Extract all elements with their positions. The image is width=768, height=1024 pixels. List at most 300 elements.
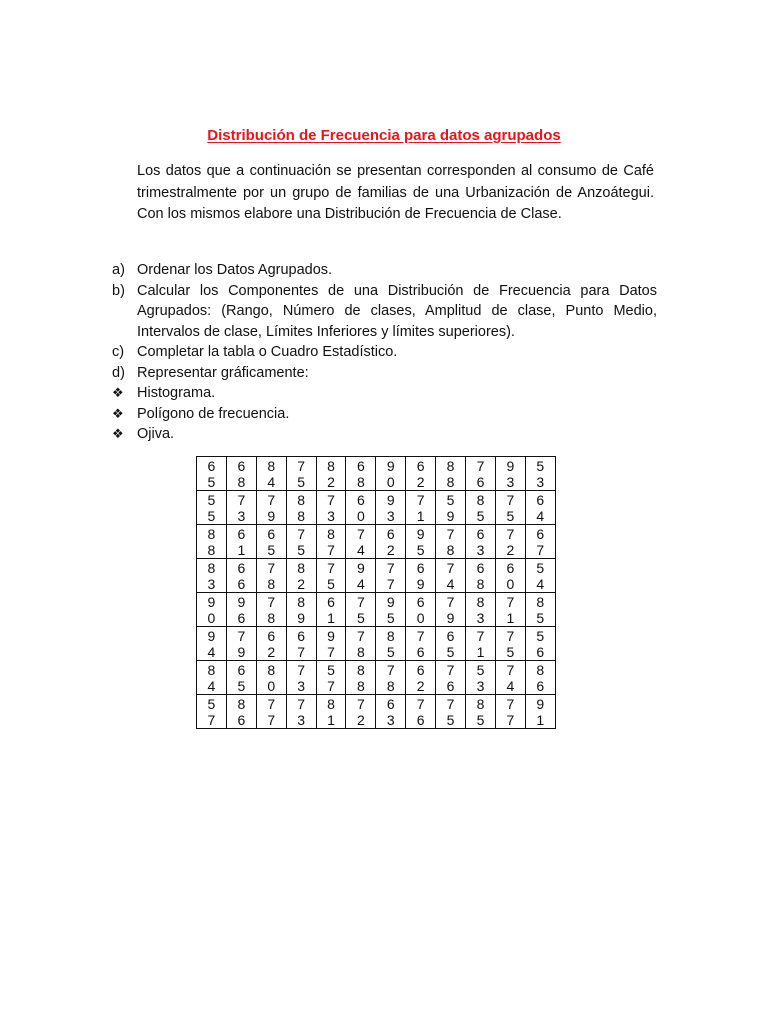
cell-digit: 5	[207, 507, 216, 524]
cell-digit: 6	[237, 661, 246, 678]
cell-digit: 2	[297, 575, 306, 592]
cell-digit: 5	[416, 541, 425, 558]
bullet-item	[112, 383, 657, 404]
cell-digit: 7	[327, 559, 335, 576]
cell-digit: 9	[536, 695, 545, 712]
table-cell	[406, 695, 436, 729]
cell-digit: 9	[207, 627, 216, 644]
cell-digit: 7	[327, 541, 335, 558]
table-cell	[466, 457, 496, 491]
cell-digit: 6	[237, 559, 246, 576]
table-cell	[197, 695, 227, 729]
cell-digit: 5	[297, 473, 306, 490]
cell-digit: 7	[327, 491, 335, 508]
table-cell	[316, 593, 346, 627]
bullet-item	[112, 424, 657, 445]
table-cell	[197, 491, 227, 525]
table-cell	[376, 457, 406, 491]
table-cell	[226, 627, 256, 661]
cell-digit: 6	[207, 457, 216, 474]
cell-digit: 6	[476, 559, 485, 576]
table-cell	[525, 627, 555, 661]
cell-digit: 2	[386, 541, 395, 558]
cell-digit: 8	[327, 695, 335, 712]
cell-digit: 7	[506, 661, 515, 678]
table-cell	[525, 695, 555, 729]
table-row	[197, 593, 556, 627]
table-cell	[406, 661, 436, 695]
table-cell	[256, 525, 286, 559]
table-cell	[406, 491, 436, 525]
table-cell	[525, 559, 555, 593]
cell-digit: 9	[506, 457, 515, 474]
table-cell	[495, 627, 525, 661]
table-cell	[436, 457, 466, 491]
cell-digit: 5	[297, 541, 306, 558]
cell-digit: 8	[327, 457, 335, 474]
cell-digit: 8	[386, 677, 395, 694]
cell-digit: 5	[386, 609, 395, 626]
document-title: Distribución de Frecuencia para datos agrupados	[207, 127, 561, 144]
cell-digit: 7	[267, 491, 276, 508]
cell-digit: 3	[476, 541, 485, 558]
cell-digit: 3	[506, 473, 515, 490]
cell-digit: 6	[536, 643, 545, 660]
cell-digit: 7	[446, 559, 455, 576]
cell-digit: 7	[297, 695, 306, 712]
data-table	[196, 456, 556, 729]
cell-digit: 7	[386, 575, 395, 592]
cell-digit: 1	[416, 507, 425, 524]
table-cell	[286, 491, 316, 525]
table-cell	[316, 661, 346, 695]
cell-digit: 0	[267, 677, 276, 694]
cell-digit: 6	[506, 559, 515, 576]
cell-digit: 1	[536, 711, 545, 728]
table-cell	[226, 457, 256, 491]
table-cell	[256, 661, 286, 695]
cell-digit: 6	[237, 711, 246, 728]
cell-digit: 3	[386, 507, 395, 524]
table-row	[197, 491, 556, 525]
cell-digit: 5	[536, 457, 545, 474]
cell-digit: 4	[207, 677, 216, 694]
table-cell	[525, 661, 555, 695]
cell-digit: 7	[237, 491, 246, 508]
cell-digit: 7	[446, 525, 455, 542]
cell-digit: 9	[267, 507, 276, 524]
table-cell	[466, 559, 496, 593]
cell-digit: 6	[476, 525, 485, 542]
cell-digit: 6	[237, 525, 246, 542]
table-cell	[226, 593, 256, 627]
cell-digit: 8	[297, 491, 306, 508]
cell-digit: 8	[386, 627, 395, 644]
table-cell	[316, 627, 346, 661]
bullet-item-text: Ojiva.	[137, 426, 175, 442]
cell-digit: 8	[267, 575, 276, 592]
table-cell	[286, 695, 316, 729]
cell-digit: 7	[446, 695, 455, 712]
cell-digit: 7	[446, 593, 455, 610]
cell-digit: 0	[416, 609, 425, 626]
list-marker: b)	[112, 282, 125, 299]
cell-digit: 8	[207, 525, 216, 542]
table-cell	[495, 593, 525, 627]
cell-digit: 8	[297, 507, 306, 524]
cell-digit: 7	[357, 695, 365, 712]
cell-digit: 2	[416, 677, 425, 694]
table-cell	[346, 491, 376, 525]
cell-digit: 8	[357, 661, 365, 678]
cell-digit: 8	[237, 695, 246, 712]
cell-digit: 9	[386, 593, 395, 610]
cell-digit: 4	[207, 643, 216, 660]
table-cell	[376, 593, 406, 627]
table-cell	[256, 695, 286, 729]
table-cell	[436, 525, 466, 559]
cell-digit: 9	[416, 525, 425, 542]
cell-digit: 5	[536, 559, 545, 576]
table-cell	[495, 661, 525, 695]
list-marker: c)	[112, 344, 125, 360]
cell-digit: 4	[536, 575, 545, 592]
list-item	[112, 260, 657, 281]
cell-digit: 6	[416, 643, 425, 660]
cell-digit: 1	[327, 711, 335, 728]
table-cell	[316, 525, 346, 559]
list-item-text: Ordenar los Datos Agrupados.	[137, 262, 333, 278]
cell-digit: 7	[446, 661, 455, 678]
cell-digit: 3	[207, 575, 216, 592]
cell-digit: 6	[267, 627, 276, 644]
cell-digit: 4	[357, 541, 365, 558]
cell-digit: 6	[476, 473, 485, 490]
table-cell	[495, 695, 525, 729]
table-cell	[406, 559, 436, 593]
table-cell	[286, 525, 316, 559]
cell-digit: 7	[536, 541, 545, 558]
cell-digit: 7	[357, 627, 365, 644]
table-cell	[406, 593, 436, 627]
table-cell	[406, 525, 436, 559]
table-cell	[286, 661, 316, 695]
cell-digit: 9	[446, 609, 455, 626]
cell-digit: 1	[327, 609, 335, 626]
intro-paragraph: Los datos que a continuación se presentan corresponden al consumo de Café trimestralmente por un grupo de familias de una Urbanización de Anzoátegui. Con los mismos elabore una Distribución de Frecuencia de Clase.	[137, 163, 654, 222]
cell-digit: 6	[446, 627, 455, 644]
list-item-text: Representar gráficamente:	[137, 364, 309, 381]
cell-digit: 5	[207, 491, 216, 508]
table-cell	[256, 491, 286, 525]
table-cell	[197, 525, 227, 559]
cell-digit: 9	[386, 457, 395, 474]
cell-digit: 6	[237, 609, 246, 626]
cell-digit: 8	[446, 457, 455, 474]
table-row	[197, 661, 556, 695]
table-cell	[226, 559, 256, 593]
cell-digit: 7	[237, 627, 246, 644]
cell-digit: 6	[416, 559, 425, 576]
cell-digit: 8	[446, 541, 455, 558]
cell-digit: 1	[506, 609, 515, 626]
cell-digit: 0	[506, 575, 515, 592]
list-item-text: Calcular los Componentes de una Distribución de Frecuencia para Datos Agrupados: (Rango, Número de clases, Amplitud de clase, Punto Medio, Intervalos de clase, Límites Inferiores y límites superiores).	[137, 282, 657, 340]
cell-digit: 4	[267, 473, 276, 490]
cell-digit: 6	[267, 525, 276, 542]
cell-digit: 2	[506, 541, 515, 558]
list-item	[112, 363, 657, 384]
table-cell	[376, 491, 406, 525]
table-cell	[376, 661, 406, 695]
cell-digit: 8	[267, 661, 276, 678]
diamond-bullet-icon: ❖	[112, 385, 124, 400]
cell-digit: 8	[357, 643, 365, 660]
cell-digit: 2	[416, 473, 425, 490]
cell-digit: 8	[476, 695, 485, 712]
cell-digit: 4	[506, 677, 515, 694]
cell-digit: 7	[297, 457, 306, 474]
cell-digit: 5	[446, 491, 455, 508]
table-cell	[197, 593, 227, 627]
cell-digit: 5	[506, 643, 515, 660]
table-cell	[436, 559, 466, 593]
table-row	[197, 559, 556, 593]
cell-digit: 8	[207, 661, 216, 678]
cell-digit: 5	[476, 711, 485, 728]
table-cell	[525, 525, 555, 559]
table-cell	[346, 559, 376, 593]
table-cell	[466, 661, 496, 695]
table-cell	[226, 695, 256, 729]
table-cell	[316, 695, 346, 729]
list-marker: a)	[112, 262, 125, 278]
table-cell	[466, 525, 496, 559]
table-cell	[346, 627, 376, 661]
cell-digit: 4	[446, 575, 455, 592]
cell-digit: 6	[297, 627, 306, 644]
table-cell	[226, 525, 256, 559]
table-cell	[316, 491, 346, 525]
cell-digit: 9	[237, 593, 246, 610]
cell-digit: 6	[327, 593, 335, 610]
table-cell	[376, 695, 406, 729]
cell-digit: 3	[297, 677, 306, 694]
cell-digit: 8	[207, 559, 216, 576]
cell-digit: 0	[207, 609, 216, 626]
table-cell	[286, 593, 316, 627]
cell-digit: 3	[476, 609, 485, 626]
cell-digit: 2	[357, 711, 365, 728]
cell-digit: 7	[297, 661, 306, 678]
diamond-bullet-icon: ❖	[112, 405, 124, 421]
cell-digit: 9	[416, 575, 425, 592]
cell-digit: 5	[536, 627, 545, 644]
cell-digit: 8	[357, 473, 365, 490]
cell-digit: 4	[536, 507, 545, 524]
cell-digit: 7	[267, 695, 276, 712]
cell-digit: 6	[536, 525, 545, 542]
table-row	[197, 457, 556, 491]
table-cell	[436, 695, 466, 729]
list-item-text: Completar la tabla o Cuadro Estadístico.	[137, 344, 398, 360]
cell-digit: 7	[506, 593, 515, 610]
table-cell	[436, 593, 466, 627]
table-cell	[226, 661, 256, 695]
cell-digit: 8	[267, 609, 276, 626]
table-cell	[286, 457, 316, 491]
bullet-item	[112, 404, 657, 425]
cell-digit: 2	[327, 473, 335, 490]
table-cell	[256, 593, 286, 627]
table-cell	[346, 525, 376, 559]
table-cell	[346, 695, 376, 729]
cell-digit: 8	[476, 575, 485, 592]
table-cell	[436, 627, 466, 661]
table-cell	[406, 457, 436, 491]
table-cell	[376, 627, 406, 661]
table-cell	[525, 491, 555, 525]
cell-digit: 5	[357, 609, 365, 626]
cell-digit: 6	[536, 491, 545, 508]
cell-digit: 6	[237, 575, 246, 592]
cell-digit: 3	[237, 507, 246, 524]
cell-digit: 9	[237, 643, 246, 660]
cell-digit: 9	[297, 609, 306, 626]
table-cell	[495, 491, 525, 525]
table-cell	[466, 593, 496, 627]
cell-digit: 5	[476, 507, 485, 524]
cell-digit: 6	[386, 525, 395, 542]
cell-digit: 5	[446, 711, 455, 728]
cell-digit: 7	[297, 643, 306, 660]
cell-digit: 9	[386, 491, 395, 508]
cell-digit: 8	[476, 491, 485, 508]
cell-digit: 8	[476, 593, 485, 610]
table-cell	[466, 695, 496, 729]
cell-digit: 7	[267, 711, 276, 728]
cell-digit: 1	[237, 541, 246, 558]
cell-digit: 8	[237, 473, 246, 490]
cell-digit: 5	[506, 507, 515, 524]
table-cell	[406, 627, 436, 661]
cell-digit: 5	[327, 575, 335, 592]
cell-digit: 7	[506, 695, 515, 712]
bullet-item-text: Histograma.	[137, 385, 216, 401]
cell-digit: 6	[357, 491, 365, 508]
cell-digit: 5	[237, 677, 246, 694]
table-cell	[346, 661, 376, 695]
table-cell	[495, 559, 525, 593]
cell-digit: 7	[297, 525, 306, 542]
cell-digit: 7	[416, 627, 425, 644]
cell-digit: 3	[297, 711, 306, 728]
table-cell	[256, 627, 286, 661]
cell-digit: 7	[207, 711, 216, 728]
cell-digit: 5	[536, 609, 545, 626]
table-cell	[256, 559, 286, 593]
cell-digit: 6	[416, 457, 425, 474]
cell-digit: 7	[267, 593, 276, 610]
cell-digit: 5	[476, 661, 485, 678]
cell-digit: 6	[357, 457, 365, 474]
table-cell	[197, 457, 227, 491]
cell-digit: 9	[357, 559, 365, 576]
table-cell	[316, 559, 346, 593]
table-cell	[525, 457, 555, 491]
cell-digit: 5	[446, 643, 455, 660]
cell-digit: 7	[506, 491, 515, 508]
cell-digit: 7	[416, 695, 425, 712]
cell-digit: 7	[506, 525, 515, 542]
cell-digit: 8	[357, 677, 365, 694]
cell-digit: 4	[357, 575, 365, 592]
table-cell	[436, 661, 466, 695]
table-cell	[197, 627, 227, 661]
cell-digit: 0	[357, 507, 365, 524]
cell-digit: 9	[446, 507, 455, 524]
table-cell	[436, 491, 466, 525]
table-cell	[495, 457, 525, 491]
diamond-bullet-icon: ❖	[112, 426, 124, 441]
table-cell	[226, 491, 256, 525]
cell-digit: 9	[327, 627, 335, 644]
cell-digit: 9	[207, 593, 216, 610]
cell-digit: 7	[416, 491, 425, 508]
cell-digit: 8	[327, 525, 335, 542]
table-cell	[376, 559, 406, 593]
cell-digit: 7	[327, 677, 335, 694]
cell-digit: 7	[476, 457, 485, 474]
cell-digit: 7	[386, 661, 395, 678]
cell-digit: 2	[267, 643, 276, 660]
cell-digit: 6	[446, 677, 455, 694]
cell-digit: 6	[386, 695, 395, 712]
cell-digit: 8	[207, 541, 216, 558]
cell-digit: 5	[327, 661, 335, 678]
cell-digit: 8	[297, 559, 306, 576]
table-cell	[376, 525, 406, 559]
list-item	[112, 281, 657, 343]
cell-digit: 8	[446, 473, 455, 490]
table-cell	[197, 559, 227, 593]
cell-digit: 7	[357, 593, 365, 610]
cell-digit: 3	[327, 507, 335, 524]
table-cell	[525, 593, 555, 627]
instruction-list	[112, 260, 657, 445]
cell-digit: 6	[416, 661, 425, 678]
list-marker: d)	[112, 364, 125, 381]
cell-digit: 8	[267, 457, 276, 474]
cell-digit: 5	[207, 473, 216, 490]
bullet-item-text: Polígono de frecuencia.	[137, 405, 290, 422]
cell-digit: 0	[386, 473, 395, 490]
cell-digit: 1	[476, 643, 485, 660]
table-cell	[197, 661, 227, 695]
cell-digit: 3	[386, 711, 395, 728]
table-row	[197, 695, 556, 729]
cell-digit: 7	[357, 525, 365, 542]
cell-digit: 6	[536, 677, 545, 694]
table-cell	[256, 457, 286, 491]
cell-digit: 6	[416, 711, 425, 728]
cell-digit: 5	[386, 643, 395, 660]
table-row	[197, 627, 556, 661]
cell-digit: 3	[536, 473, 545, 490]
cell-digit: 3	[476, 677, 485, 694]
cell-digit: 7	[506, 711, 515, 728]
cell-digit: 7	[476, 627, 485, 644]
